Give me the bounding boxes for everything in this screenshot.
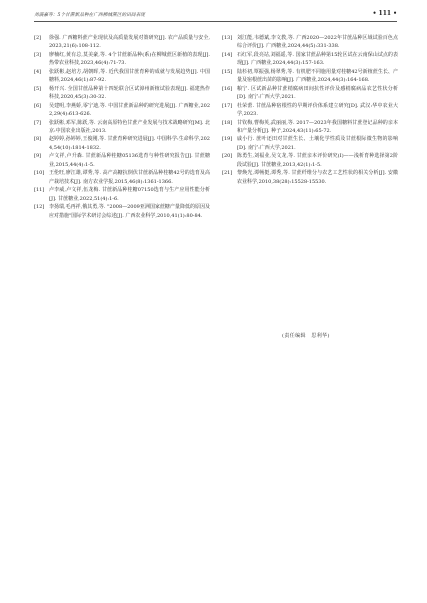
- reference-text: 廖楠红,黄有总,莫美豪,等. 4个甘蔗新品种(系)在柳城蔗区新植的表现[J]. 热带农业科技,2023,46(4):71-73.: [49, 51, 210, 67]
- reference-text: 甘钦梅,曹梅英,武丽丽,等. 2017—2023年我国糖料甘蔗登记品种的亲本和产量分析[J]. 种子,2024,43(11):65-72.: [237, 119, 398, 134]
- reference-number: [17]: [222, 102, 233, 109]
- reference-text: 张跃彬,邓军,陈跃,等. 云南高原特色甘蔗产业发展与技术战略研究[M]. 北京:中国农业出版社,2013.: [49, 119, 210, 134]
- running-head: 刘满嘉等：5个甘蔗新品种在广西柳城蔗区的田间表现: [34, 13, 145, 18]
- reference-text: 陆杉初,覃振强,杨翠秀,等. 有机肥不同施用量对桂糖42号新植蔗生长、产量及宿根蔗出苗的影响[J]. 广西糖业,2024,44(3):164-168.: [237, 68, 398, 84]
- reference-text: 戚小行. 蔗叶还田对甘蔗生长、土壤化学性质及甘蔗根际微生物的影响[D]. 南宁:广西大学,2021.: [237, 136, 398, 151]
- reference-item: [34, 102, 210, 119]
- page-number: • 111 •: [372, 10, 397, 17]
- reference-item: [222, 135, 398, 152]
- reference-item: [222, 102, 398, 119]
- reference-number: [7]: [34, 119, 42, 126]
- reference-item: [34, 169, 210, 186]
- reference-item: [222, 34, 398, 51]
- header-rule: [34, 21, 397, 22]
- reference-number: [12]: [34, 204, 45, 211]
- reference-text: 杨开兴. 全国甘蔗品种第十四轮联合区试漳州新植试验表现[J]. 福建热作科技,2020,45(3):30-32.: [49, 85, 210, 101]
- reference-number: [16]: [222, 85, 233, 92]
- reference-number: [19]: [222, 136, 233, 143]
- reference-item: [34, 68, 210, 85]
- reference-item: [34, 203, 210, 220]
- reference-item: [222, 85, 398, 102]
- reference-text: 杜荣蕾. 甘蔗品种宿根性的早期评价体系建立研究[D]. 武汉:华中农业大学,2023.: [237, 102, 398, 118]
- reference-text: 吴建明,李燕娇,零宁迪,等. 中国甘蔗新品种的研究进展[J]. 广西糖业,2022,29(4):613-626.: [49, 102, 210, 118]
- reference-number: [10]: [34, 170, 45, 177]
- reference-text: 陈勇生,刘福业,吴文龙,等. 甘蔗亲本评价研究(Ⅰ)——浅析育种选择第2阶段试验[J]. 甘蔗糖业,2013,42(1):1-5.: [237, 153, 398, 168]
- reference-text: 黎焕光,谭畅挺,谭秀,等. 甘蔗纤维分与农艺工艺性状的相关分析[J]. 安徽农业科学,2010,38(28):15528-15530.: [237, 170, 398, 185]
- reference-item: [222, 68, 398, 85]
- reference-text: 李扬瑞,毛再祥,俄其勇,等. "2008—2009亚洲国家蔗糖产量降低的原因及应对措施"国际学术研讨会综述[J]. 广西农业科学,2010,41(1):80-84.: [49, 204, 210, 219]
- reference-item: [34, 119, 210, 136]
- reference-number: [15]: [222, 68, 233, 75]
- reference-number: [20]: [222, 153, 233, 160]
- reference-item: [34, 186, 210, 203]
- reference-number: [9]: [34, 153, 42, 160]
- reference-number: [6]: [34, 102, 42, 109]
- reference-number: [18]: [222, 119, 233, 126]
- reference-text: 卢李威,卢文祥,伍龙梅. 甘蔗新品种桂糖07150选育与生产应用性能分析[J]. 甘蔗糖业,2022,51(4):1-6.: [49, 187, 210, 202]
- reference-text: 张跃彬,赵培方,胡朝晖,等. 近代我国甘蔗育种的成就与发展趋势[J]. 中国糖料,2024,46(1):87-92.: [49, 68, 210, 84]
- reference-text: 卢文祥,卢升森. 甘蔗新品种桂糖05136选育与种性研究报告[J]. 甘蔗糖业,2015,44(4):1-5.: [49, 153, 210, 168]
- reference-number: [21]: [222, 170, 233, 177]
- reference-item: [222, 119, 398, 136]
- reference-list: [34, 34, 398, 220]
- reference-column-left: [34, 34, 210, 220]
- reference-text: 刘江能,韦德斌,李文教,等. 广西2020—2022年甘蔗品种区域试验百色点综合评价[J]. 广西糖业,2024,44(5):331-338.: [237, 35, 398, 50]
- reference-number: [14]: [222, 51, 233, 58]
- reference-number: [5]: [34, 85, 42, 92]
- reference-item: [34, 135, 210, 152]
- reference-number: [8]: [34, 136, 42, 143]
- reference-text: 徐强. 广西糖料蔗产业现状及高质量发展对策研究[J]. 农产品质量与安全,2023,21(6):108-112.: [49, 35, 210, 50]
- reference-number: [13]: [222, 35, 233, 41]
- reference-item: [34, 51, 210, 68]
- reference-item: [222, 51, 398, 68]
- reference-item: [222, 169, 398, 186]
- reference-column-right: [222, 34, 398, 220]
- reference-number: [11]: [34, 187, 45, 194]
- reference-item: [34, 152, 210, 169]
- reference-number: [2]: [34, 35, 42, 41]
- reference-text: 粮宁. 区试新品种甘蔗梢腐病田间抗性评价及感梢腐病品农艺性状分析[D]. 南宁:广西大学,2021.: [237, 85, 398, 101]
- reference-item: [222, 152, 398, 169]
- reference-text: 石红军,段亮站,刘福遥,等. 国家甘蔗品种第15轮区试在云南保山试点的表现[J]. 广西糖业,2024,44(3):157-163.: [237, 51, 398, 67]
- reference-item: [34, 85, 210, 102]
- reference-item: [34, 34, 210, 51]
- reference-number: [3]: [34, 51, 42, 58]
- reference-text: 赵婷婷,孙婷婷,王俊刚,等. 甘蔗育种研究进展[J]. 中国科学:生命科学,2024,54(10):1814-1832.: [49, 136, 210, 151]
- reference-number: [4]: [34, 68, 42, 75]
- editor-note: (责任编辑 思利华): [282, 333, 330, 339]
- reference-text: 王伦旺,廖江雄,谭秀,等. 高产高糖抗倒伏甘蔗新品种桂糖42号的选育及高产栽培技术[J]. 南方农业学报,2015,46(8):1361-1366.: [49, 170, 210, 185]
